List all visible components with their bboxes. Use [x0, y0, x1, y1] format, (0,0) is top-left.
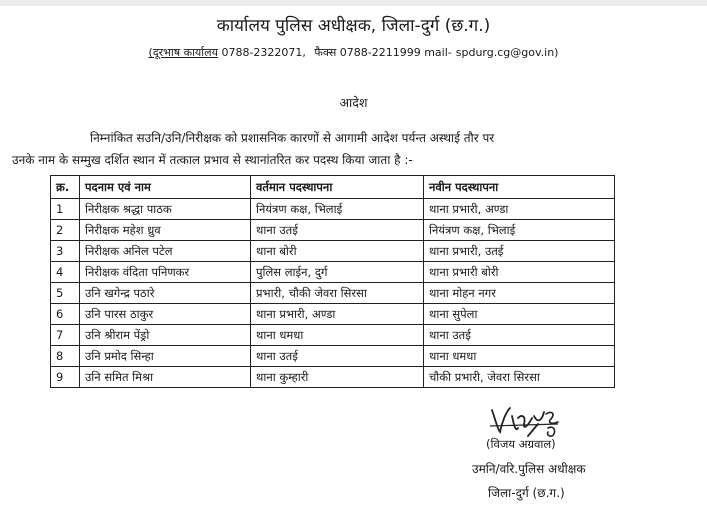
current-posting-cell: नियंत्रण कक्ष, भिलाई [251, 199, 424, 220]
order-paragraph-line-2: उनके नाम के सम्मुख दर्शित स्थान में तत्काल प्रभाव से स्थानांतरित कर पदस्थ किया जाता है :- [12, 153, 413, 167]
serial-cell: 7 [51, 325, 80, 346]
handwritten-signature [488, 402, 560, 440]
current-posting-cell: थाना कुम्हारी [251, 367, 424, 388]
header-name: पदनाम एवं नाम [80, 176, 251, 199]
top-border [0, 0, 707, 6]
transfer-table [50, 175, 615, 388]
serial-cell: 6 [51, 304, 80, 325]
mail-label: mail- [424, 46, 452, 59]
name-cell: उनि श्रीराम पेंड्रो [80, 325, 251, 346]
name-cell: निरीक्षक महेश ध्रुव [80, 220, 251, 241]
table-row [51, 325, 615, 346]
order-title: आदेश [339, 95, 368, 110]
new-posting-cell: थाना प्रभारी, अण्डा [424, 199, 615, 220]
current-posting-cell: थाना उतई [251, 220, 424, 241]
current-posting-cell: थाना बोरी [251, 241, 424, 262]
header-current-posting: वर्तमान पदस्थापना [251, 176, 424, 199]
current-posting-cell: थाना धमधा [251, 325, 424, 346]
table-row [51, 262, 615, 283]
new-posting-cell: थाना सुपेला [424, 304, 615, 325]
email-address: spdurg.cg@gov.in) [455, 46, 559, 59]
current-posting-cell: थाना उतई [251, 346, 424, 367]
office-title: कार्यालय पुलिस अधीक्षक, जिला-दुर्ग (छ.ग.) [216, 16, 491, 36]
name-cell: उनि खगेन्द्र पठारे [80, 283, 251, 304]
new-posting-cell: थाना प्रभारी, उतई [424, 241, 615, 262]
new-posting-cell: नियंत्रण कक्ष, भिलाई [424, 220, 615, 241]
name-cell: निरीक्षक अनिल पटेल [80, 241, 251, 262]
signatory-place: जिला-दुर्ग (छ.ग.) [488, 486, 565, 500]
table-row [51, 346, 615, 367]
name-cell: उनि प्रमोद सिन्हा [80, 346, 251, 367]
table-row [51, 304, 615, 325]
new-posting-cell: थाना धमधा [424, 346, 615, 367]
serial-cell: 5 [51, 283, 80, 304]
new-posting-cell: थाना प्रभारी बोरी [424, 262, 615, 283]
current-posting-cell: थाना प्रभारी, अण्डा [251, 304, 424, 325]
name-cell: निरीक्षक वंदिता पनिणकर [80, 262, 251, 283]
current-posting-cell: प्रभारी, चौकी जेवरा सिरसा [251, 283, 424, 304]
name-cell: निरीक्षक श्रद्धा पाठक [80, 199, 251, 220]
contact-line [0, 45, 707, 60]
signatory-name: (विजय अग्रवाल) [486, 437, 556, 451]
serial-cell: 4 [51, 262, 80, 283]
current-posting-cell: पुलिस लाईन, दुर्ग [251, 262, 424, 283]
fax-number: फैक्स 0788-2211999 [314, 46, 421, 59]
header-serial: क्र. [51, 176, 80, 199]
table-row [51, 220, 615, 241]
header-new-posting: नवीन पदस्थापना [424, 176, 615, 199]
table-row [51, 367, 615, 388]
serial-cell: 9 [51, 367, 80, 388]
table-row [51, 241, 615, 262]
table-row [51, 283, 615, 304]
serial-cell: 2 [51, 220, 80, 241]
phone-label: (दूरभाष कार्यालय [148, 46, 218, 59]
order-paragraph-line-1: निम्नांकित सउनि/उनि/निरीक्षक को प्रशासनिक कारणों से आगामी आदेश पर्यन्त अस्थाई तौर पर [90, 131, 495, 145]
name-cell: उनि पारस ठाकुर [80, 304, 251, 325]
new-posting-cell: थाना मोहन नगर [424, 283, 615, 304]
name-cell: उनि समित मिश्रा [80, 367, 251, 388]
table-header-row [51, 176, 615, 199]
new-posting-cell: थाना उतई [424, 325, 615, 346]
phone-number: 0788-2322071, [221, 46, 306, 59]
signatory-designation: उमनि/वरि.पुलिस अधीक्षक [472, 462, 586, 476]
table-row [51, 199, 615, 220]
serial-cell: 8 [51, 346, 80, 367]
new-posting-cell: चौकी प्रभारी, जेवरा सिरसा [424, 367, 615, 388]
serial-cell: 1 [51, 199, 80, 220]
serial-cell: 3 [51, 241, 80, 262]
